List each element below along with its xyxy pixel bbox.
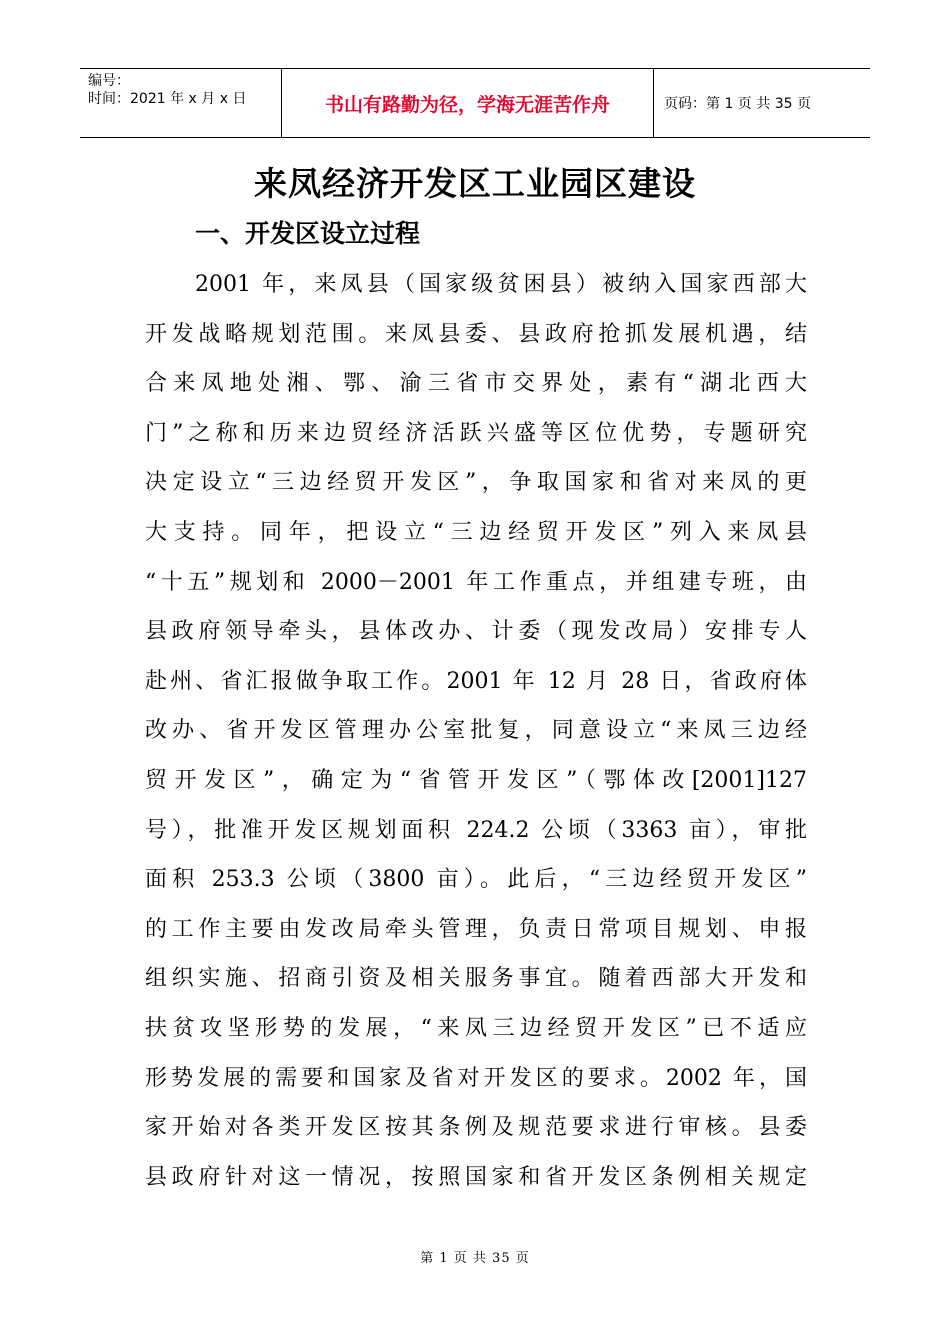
number-label: 编号： xyxy=(88,73,130,89)
paragraph-line: 形势发展的需要和国家及省对开发区的要求。2002 年，国 xyxy=(145,1065,807,1091)
paragraph-line: 合来凤地处湘、鄂、渝三省市交界处，素有“湖北西大 xyxy=(145,371,807,397)
paragraph-line: 号），批准开发区规划面积 224.2 公顷（3363 亩），审批 xyxy=(145,817,807,843)
paragraph-line: 县政府针对这一情况，按照国家和省开发区条例相关规定 xyxy=(145,1164,807,1190)
paragraph-line: 面积 253.3 公顷（3800 亩）。此后，“三边经贸开发区” xyxy=(145,867,807,893)
document-title: 来凤经济开发区工业园区建设 xyxy=(254,164,696,203)
time-label: 时间：2021 年 x 月 x 日 xyxy=(88,91,247,107)
header-page-info: 页码：第 1 页 共 35 页 xyxy=(664,96,811,112)
paragraph-line: 门”之称和历来边贸经济活跃兴盛等区位优势，专题研究 xyxy=(145,420,807,446)
paragraph-line: 家开始对各类开发区按其条例及规范要求进行审核。县委 xyxy=(145,1115,807,1141)
paragraph-line: 贸开发区”，确定为“省管开发区”（鄂体改[2001]127 xyxy=(145,767,807,793)
page-footer: 第 1 页 共 35 页 xyxy=(420,1251,530,1266)
paragraph-line: 改办、省开发区管理办公室批复，同意设立“来凤三边经 xyxy=(145,718,807,744)
paragraph-line: “十五”规划和 2000－2001 年工作重点，并组建专班，由 xyxy=(145,569,807,595)
paragraph-line: 县政府领导牵头，县体改办、计委（现发改局）安排专人 xyxy=(145,619,807,645)
paragraph-line: 大支持。同年，把设立“三边经贸开发区”列入来凤县 xyxy=(145,519,807,545)
paragraph-line: 2001 年，来凤县（国家级贫困县）被纳入国家西部大 xyxy=(195,272,807,297)
document-header xyxy=(80,68,870,138)
header-motto: 书山有路勤为径，学海无涯苦作舟 xyxy=(282,69,654,137)
paragraph-line: 组织实施、招商引资及相关服务事宜。随着西部大开发和 xyxy=(145,966,807,992)
body-paragraph xyxy=(145,260,807,1202)
paragraph-line: 扶贫攻坚形势的发展，“来凤三边经贸开发区”已不适应 xyxy=(145,1015,807,1041)
paragraph-line: 开发战略规划范围。来凤县委、县政府抢抓发展机遇，结 xyxy=(145,321,807,347)
paragraph-line: 决定设立“三边经贸开发区”，争取国家和省对来凤的更 xyxy=(145,470,807,496)
header-meta xyxy=(80,69,282,137)
section-heading: 一、开发区设立过程 xyxy=(195,219,421,248)
paragraph-line: 赴州、省汇报做争取工作。2001 年 12 月 28 日，省政府体 xyxy=(145,668,807,694)
paragraph-line: 的工作主要由发改局牵头管理，负责日常项目规划、申报 xyxy=(145,916,807,942)
